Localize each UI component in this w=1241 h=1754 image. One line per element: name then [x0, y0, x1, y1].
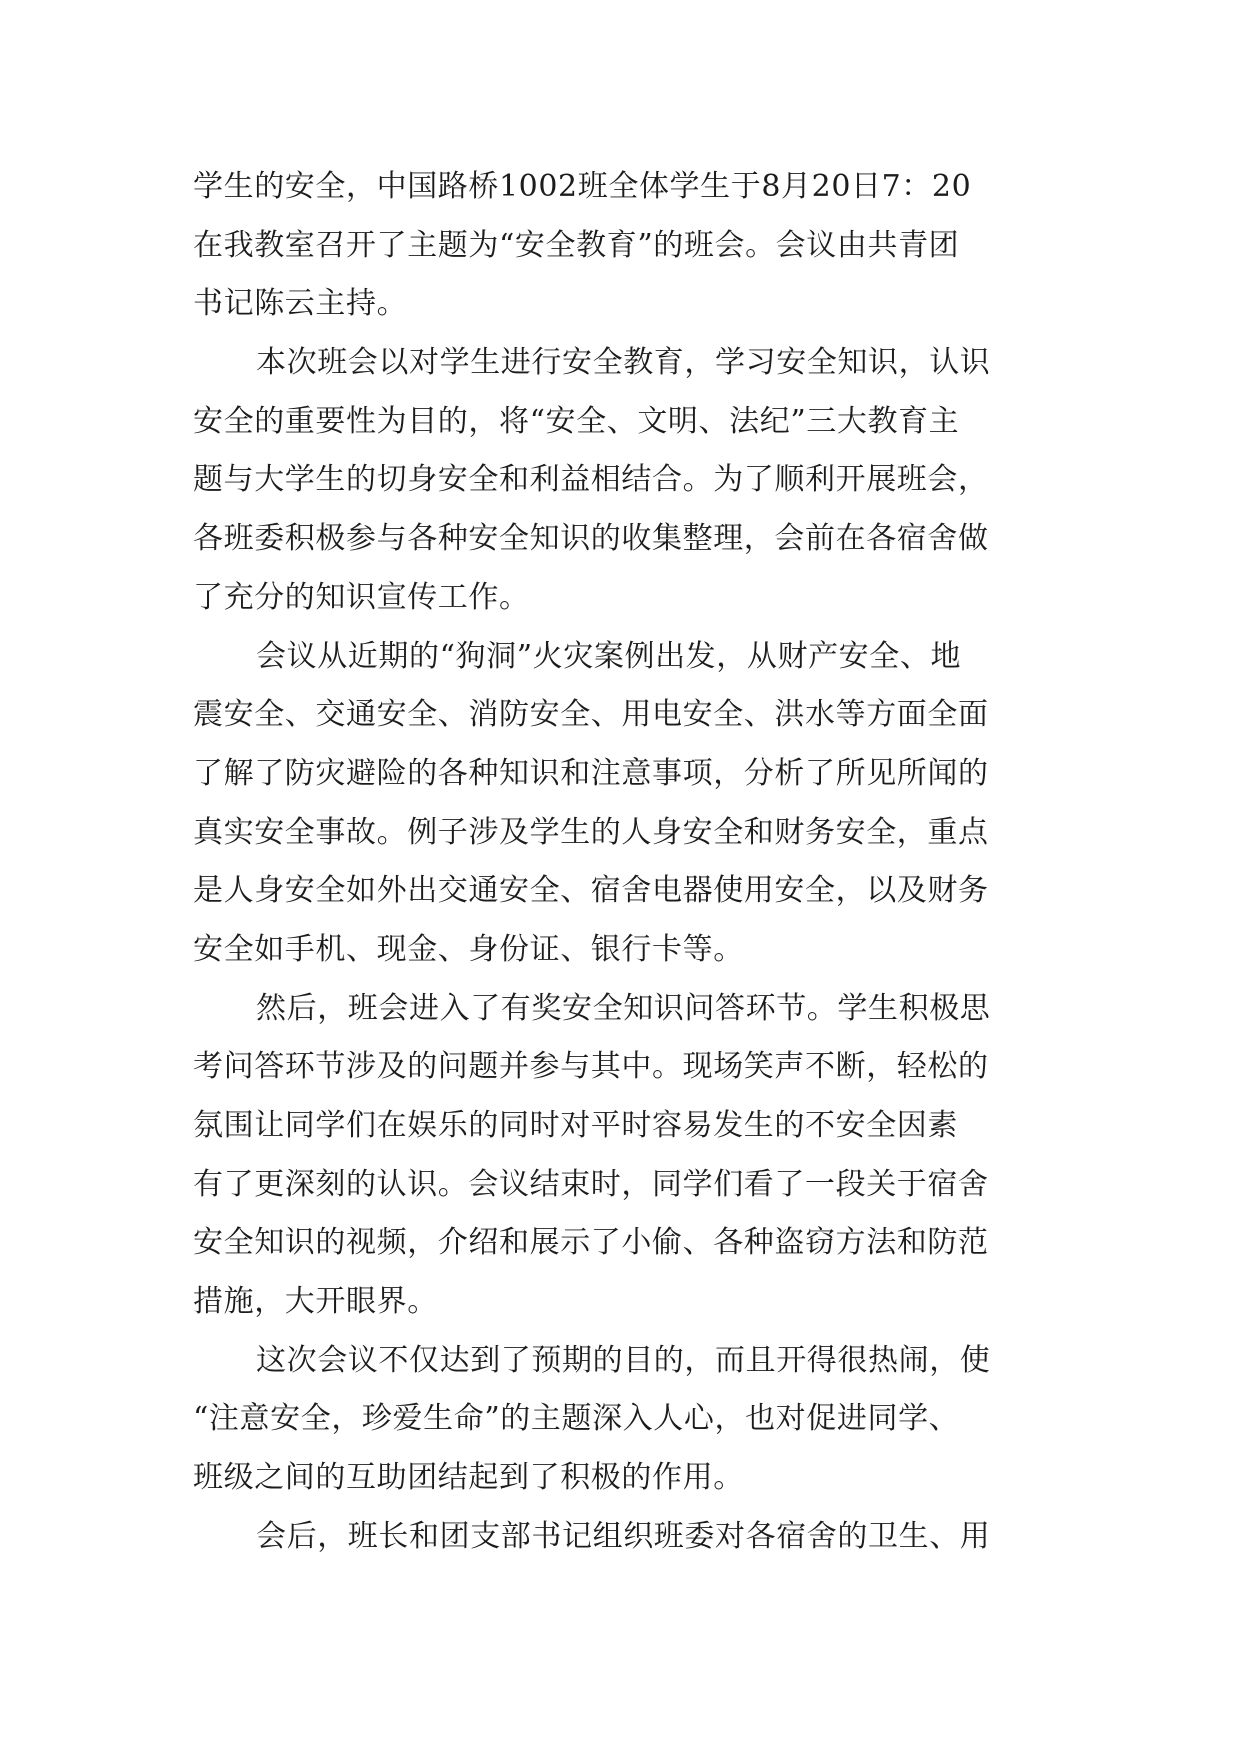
text-line: 书记陈云主持。 — [193, 286, 408, 322]
text-line: 考问答环节涉及的问题并参与其中。现场笑声不断，轻松的 — [193, 1049, 989, 1085]
text-line: 了解了防灾避险的各种知识和注意事项，分析了所见所闻的 — [193, 755, 989, 791]
paragraph — [193, 1332, 1050, 1508]
text-line: 在我教室召开了主题为“安全教育”的班会。会议由共青团 — [193, 227, 960, 263]
paragraph — [193, 334, 1050, 627]
text-line: 学生的安全，中国路桥1002班全体学生于8月20日7：20 — [193, 169, 972, 204]
paragraph — [193, 628, 1050, 980]
text-line: 这次会议不仅达到了预期的目的，而且开得很热闹，使 — [256, 1342, 991, 1378]
text-line: 本次班会以对学生进行安全教育，学习安全知识，认识 — [256, 345, 991, 381]
text-line: 措施，大开眼界。 — [193, 1284, 438, 1320]
text-line: 班级之间的互助团结起到了积极的作用。 — [193, 1460, 744, 1496]
text-line: 氛围让同学们在娱乐的同时对平时容易发生的不安全因素 — [193, 1108, 958, 1143]
text-line: 安全知识的视频，介绍和展示了小偷、各种盗窃方法和防范 — [193, 1225, 989, 1261]
text-line: 震安全、交通安全、消防安全、用电安全、洪水等方面全面 — [193, 697, 989, 733]
text-line: “注意安全，珍爱生命”的主题深入人心，也对促进同学、 — [193, 1401, 960, 1437]
text-line: 会议从近期的“狗洞”火灾案例出发，从财产安全、地 — [256, 638, 962, 674]
paragraph — [193, 1508, 1050, 1567]
paragraph — [193, 980, 1050, 1332]
document-body — [193, 158, 1050, 1567]
text-line: 安全的重要性为目的，将“安全、文明、法纪”三大教育主 — [193, 403, 960, 439]
text-line: 各班委积极参与各种安全知识的收集整理，会前在各宿舍做 — [193, 521, 989, 557]
paragraph — [193, 158, 1050, 334]
text-line: 了充分的知识宣传工作。 — [193, 579, 530, 615]
text-line: 然后，班会进入了有奖安全知识问答环节。学生积极思 — [256, 990, 991, 1026]
text-line: 有了更深刻的认识。会议结束时，同学们看了一段关于宿舍 — [193, 1166, 989, 1202]
text-line: 题与大学生的切身安全和利益相结合。为了顺利开展班会， — [193, 462, 989, 498]
text-line: 是人身安全如外出交通安全、宿舍电器使用安全，以及财务 — [193, 873, 989, 909]
text-line: 真实安全事故。例子涉及学生的人身安全和财务安全，重点 — [193, 814, 989, 850]
text-line: 会后，班长和团支部书记组织班委对各宿舍的卫生、用 — [256, 1518, 991, 1554]
text-line: 安全如手机、现金、身份证、银行卡等。 — [193, 931, 744, 967]
